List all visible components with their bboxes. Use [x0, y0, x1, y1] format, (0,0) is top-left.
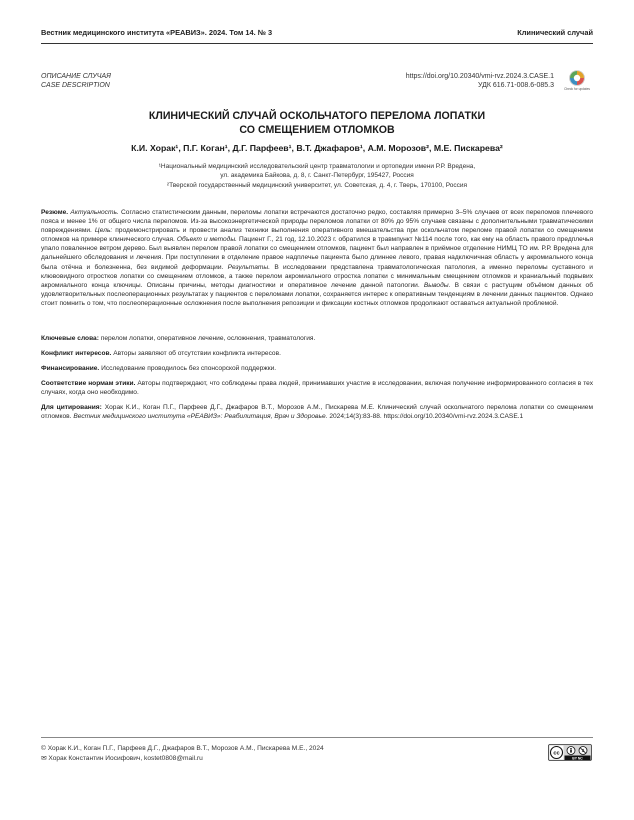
udc-code: УДК 616.71-008.6-085.3	[477, 82, 554, 90]
keywords-text: перелом лопатки, оперативное лечение, осложнения, травматология.	[100, 335, 316, 342]
keywords-label: Ключевые слова:	[41, 335, 99, 342]
article-identifiers	[406, 72, 554, 91]
running-head	[41, 28, 593, 42]
conflict-label: Конфликт интересов.	[41, 350, 112, 357]
funding	[41, 364, 593, 373]
footer-divider	[41, 737, 593, 738]
citation	[41, 403, 593, 421]
methods-label: Объект и методы.	[176, 236, 237, 244]
title-line-2: СО СМЕЩЕНИЕМ ОТЛОМКОВ	[239, 123, 395, 136]
conflict-of-interest	[41, 349, 593, 358]
methods-text: Пациент Г., 21 год, 12.10.2023 г. обратился в травмпункт №114 после того, как ему на область правого предплечья упало поваленное ветром дерево. Был выявлен перелом правой лопатки со смещением отломков, пациент был направлен в приёмное отделение НИМЦ ТО им. Р.Р. Вредена для дальнейшего обследования и лечения. При поступлении в отделение правое надплечье пациента было длиннее левого, правая надключичная область у акромиального конца была отёчна и болезненна, без видимой деформации.	[41, 236, 594, 271]
citation-label: Для цитирования:	[41, 404, 102, 411]
results-text: В исследовании представлена травматологическая патология, а именно переломы суставного и клювовидного отростков лопатки со смещением отломков, а также перелом акромиального отростка лопатки с минимальным смещением отломков и краниальный подвывих акромиального конца ключицы. Описаны причины, методы диагностики и оперативное лечение данной патологии.	[41, 263, 593, 289]
relevance-text: Согласно статистическим данным, переломы лопатки встречаются достаточно редко, составляя примерно 3–5% случаев от всех переломов плечевого пояса и менее 1% от общего числа переломов. Из-за высокоэнергетической природы переломов лопатки от 80% до 95% случаев связаны с дополнительными травматическими повреждениями.	[41, 209, 593, 235]
article-type	[41, 72, 111, 91]
contact-text[interactable]: Хорак Константин Иосифович, kostet0808@mail.ru	[48, 755, 203, 762]
header-divider	[41, 43, 593, 44]
contact-line	[41, 754, 324, 764]
conclusions-label: Выводы.	[423, 281, 451, 289]
ethics-label: Соответствие нормам этики.	[41, 380, 136, 387]
svg-text:cc: cc	[553, 750, 560, 757]
article-title	[60, 110, 574, 137]
abstract	[41, 208, 593, 308]
copyright-notice: © Хорак К.И., Коган П.Г., Парфеев Д.Г., Джафаров В.Т., Морозов А.М., Пискарева М.Е., 2024	[41, 745, 324, 752]
check-for-updates-icon[interactable]	[562, 69, 592, 95]
section-title: Клинический случай	[517, 28, 593, 37]
affiliation-line: ²Тверской государственный медицинский университет, ул. Советская, д. 4, г. Тверь, 170100, Россия	[166, 181, 468, 189]
journal-title: Вестник медицинского института «РЕАВИЗ». 2024. Том 14. № 3	[41, 28, 273, 37]
citation-authors-title: Хорак К.И., Коган П.Г., Парфеев Д.Г., Джафаров В.Т., Морозов А.М., Пискарева М.Е. Клинический случай оскольчатого перелома лопатки со смещением отломков.	[41, 404, 593, 421]
citation-journal: Вестник медицинского института «РЕАВИЗ»: Реабилитация, Врач и Здоровье.	[73, 413, 328, 421]
aim-label: Цель:	[94, 227, 113, 235]
aim-text: продемонстрировать и провести анализ техники выполнения оперативного вмешательства при оскольчатом переломе правой лопатки со смещением отломков на примере клинического случая.	[41, 227, 593, 244]
cc-license-icon[interactable]	[548, 744, 592, 761]
article-type-ru: ОПИСАНИЕ СЛУЧАЯ	[41, 73, 111, 80]
affiliations	[60, 162, 574, 190]
envelope-icon: ✉	[41, 755, 47, 762]
author-list: К.И. Хорак¹, П.Г. Коган¹, Д.Г. Парфеев¹, В.Т. Джафаров¹, А.М. Морозов², М.Е. Пискарева²	[131, 143, 503, 153]
relevance-label: Актуальность.	[70, 209, 119, 216]
funding-label: Финансирование.	[41, 365, 100, 372]
title-line-1: КЛИНИЧЕСКИЙ СЛУЧАЙ ОСКОЛЬЧАТОГО ПЕРЕЛОМА ЛОПАТКИ	[148, 110, 486, 122]
affiliation-line: ¹Национальный медицинский исследовательский центр травматологии и ортопедии имени Р.Р. Вредена,	[158, 163, 476, 170]
keywords	[41, 334, 593, 343]
ethics-statement	[41, 379, 593, 397]
conflict-text: Авторы заявляют об отсутствии конфликта интересов.	[113, 350, 281, 357]
crossmark-label: Check for updates	[564, 87, 590, 91]
article-type-en: CASE DESCRIPTION	[41, 82, 110, 90]
citation-details[interactable]: 2024;14(3):83-88. https://doi.org/10.20340/vmi-rvz.2024.3.CASE.1	[329, 413, 524, 421]
footer	[41, 744, 324, 764]
funding-text: Исследование проводилось без спонсорской поддержки.	[101, 365, 277, 372]
abstract-label: Резюме.	[41, 209, 69, 216]
results-label: Результаты.	[227, 263, 271, 271]
conclusions-text: В связи с растущим объёмом данных об удовлетворительных послеоперационных результатах у пациентов с переломами лопатки, сохраняется интерес к оперативным тенденциям в лечении данных пациентов. Однако стоит помнить о том, что послеоперационные осложнения после выполнения репозиции и фиксации костных отломков продолжают оставаться актуальной проблемой.	[41, 281, 593, 307]
ethics-text: Авторы подтверждают, что соблюдены права людей, принимавших участие в исследовании, включая получение информированного согласия в тех случаях, когда оно необходимо.	[41, 380, 593, 397]
doi-link[interactable]: https://doi.org/10.20340/vmi-rvz.2024.3.CASE.1	[405, 73, 554, 80]
license-label: BY NC	[572, 756, 583, 761]
affiliation-line: ул. академика Байкова, д. 8, г. Санкт-Петербург, 195427, Россия	[220, 172, 414, 180]
